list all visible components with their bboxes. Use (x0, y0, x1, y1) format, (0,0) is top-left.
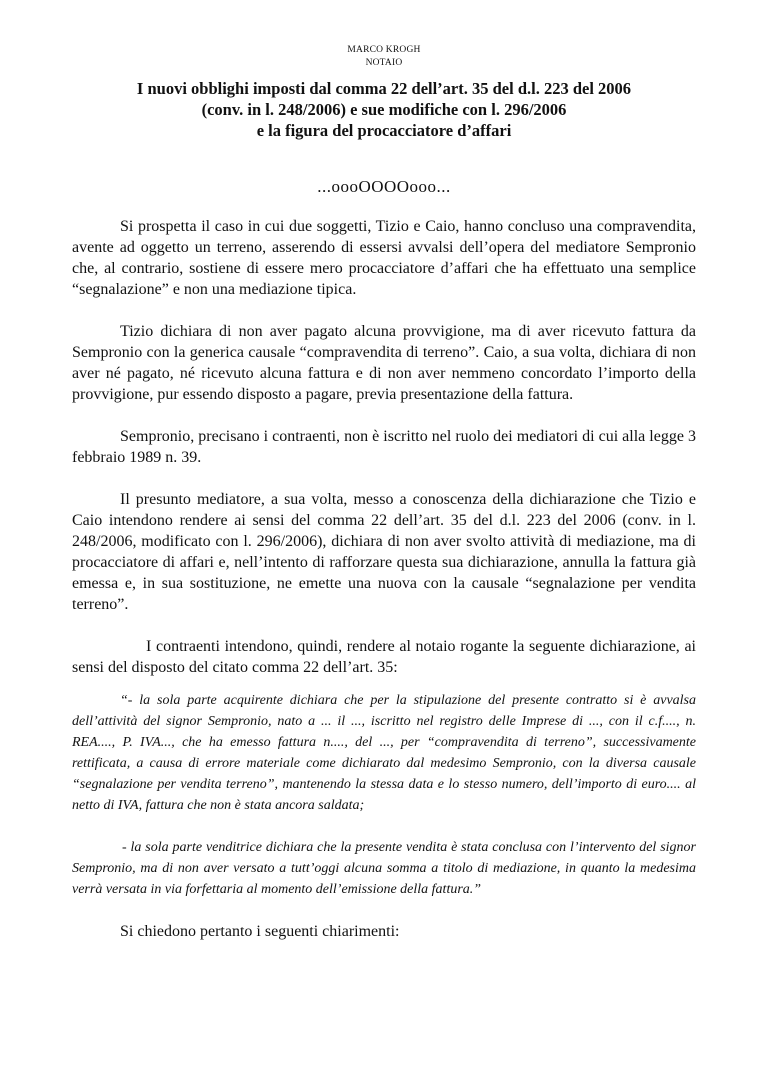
title-line-2: (conv. in l. 248/2006) e sue modifiche con l. 296/2006 (201, 100, 567, 119)
document-title (72, 78, 696, 141)
paragraph: Tizio dichiara di non aver pagato alcuna provvigione, ma di aver ricevuto fattura da Sempronio con la generica causale “compravendita di terreno”. Caio, a sua volta, dichiara di non aver né pagato, né ricevuto alcuna fattura e di non aver nemmeno concordato l’importo della provvigione, pur essendo disposto a pagare, previa presentazione della fattura. (72, 323, 696, 403)
quoted-declaration: - la sola parte venditrice dichiara che la presente vendita è stata conclusa con l’intervento del signor Sempronio, ma di non aver versato a tutt’oggi alcuna somma a titolo di mediazione, in quanto la medesima verrà versata in via forfettaria al momento dell’emissione della fattura.” (72, 840, 696, 897)
paragraph: Sempronio, precisano i contraenti, non è iscritto nel ruolo dei mediatori di cui alla legge 3 febbraio 1989 n. 39. (72, 428, 696, 466)
quoted-declaration: “- la sola parte acquirente dichiara che per la stipulazione del presente contratto si è avvalsa dell’attività del signor Sempronio, nato a ... il ..., iscritto nel registro delle Imprese di ..., con il c.f...., n. REA...., P. IVA..., che ha emesso fattura n...., del ..., per “compravendita di terreno”, successivamente rettificata, a causa di errore materiale come dichiarato dal medesimo Sempronio, con la diversa causale “segnalazione per vendita terreno”, mantenendo la stessa data e lo stesso numero, dell’importo di euro.... al netto di IVA, fattura che non è stata ancora saldata; (72, 693, 696, 813)
title-line-3: e la figura del procacciatore d’affari (256, 121, 512, 140)
paragraph: I contraenti intendono, quindi, rendere al notaio rogante la seguente dichiarazione, ai sensi del disposto del citato comma 22 dell’art. 35: (72, 638, 696, 676)
closing-paragraph: Si chiedono pertanto i seguenti chiarimenti: (120, 923, 400, 940)
notary-role: NOTAIO (365, 58, 403, 68)
paragraph: Si prospetta il caso in cui due soggetti, Tizio e Caio, hanno concluso una compravendita, avente ad oggetto un terreno, asserendo di essersi avvalsi dell’opera del mediatore Sempronio che, al contrario, sostiene di essere mero procacciatore d’affari che ha effettuato una semplice “segnalazione” e non una mediazione tipica. (72, 218, 696, 298)
notary-name: MARCO KROGH (347, 45, 421, 55)
ornament-divider: ...oooOOOOooo... (317, 177, 451, 196)
paragraph: Il presunto mediatore, a sua volta, messo a conoscenza della dichiarazione che Tizio e Caio intendono rendere ai sensi del comma 22 dell’art. 35 del d.l. 223 del 2006 (conv. in l. 248/2006, modificato con l. 296/2006), dichiara di non aver svolto attività di mediazione, ma di procacciatore di affari e, nell’intento di rafforzare questa sua dichiarazione, annulla la fattura già emessa e, in sua sostituzione, ne emette una nuova con la causale “segnalazione per vendita terreno”. (72, 491, 696, 613)
letterhead (72, 0, 696, 70)
title-line-1: I nuovi obblighi imposti dal comma 22 dell’art. 35 del d.l. 223 del 2006 (136, 79, 632, 98)
